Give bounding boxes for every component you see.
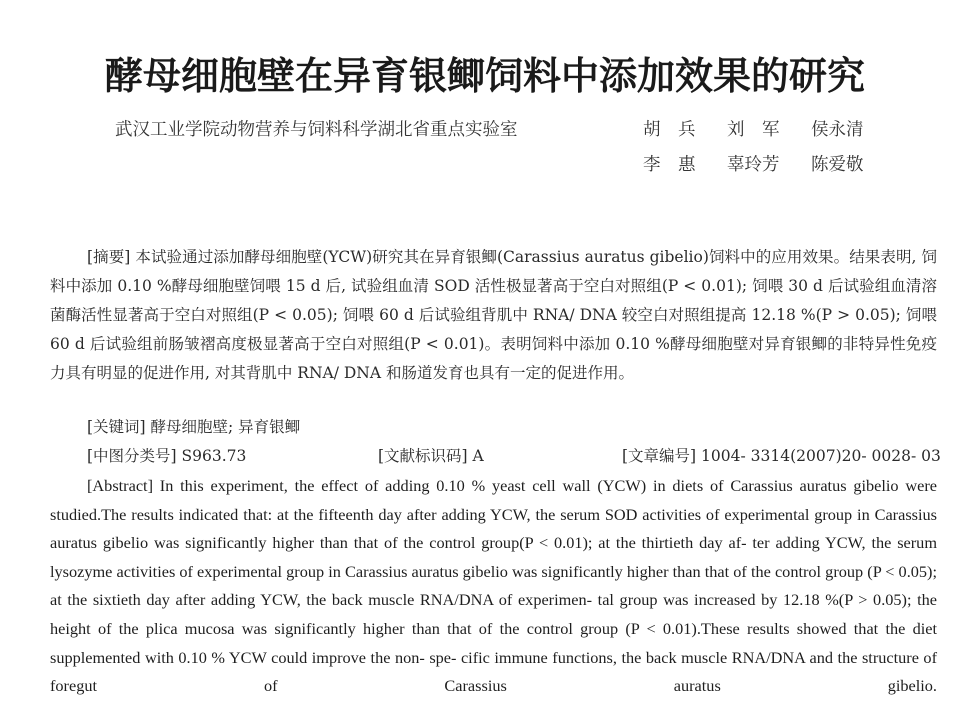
author-affiliation: 武汉工业学院动物营养与饲料科学湖北省重点实验室	[115, 120, 518, 140]
author-name: 辜玲芳	[727, 155, 780, 175]
article-id: [文章编号] 1004- 3314(2007)20- 0028- 03	[622, 447, 941, 465]
clc-number: [中图分类号] S963.73	[87, 447, 247, 465]
authors-line-2	[643, 151, 864, 176]
document-code: [文献标识码] A	[378, 447, 484, 465]
author-name: 胡 兵	[643, 120, 696, 140]
author-name: 陈爱敬	[811, 155, 864, 175]
author-name: 刘 军	[727, 120, 780, 140]
paper-title: 酵母细胞壁在异育银鲫饲料中添加效果的研究	[104, 53, 865, 99]
author-name: 侯永清	[811, 120, 864, 140]
abstract-chinese-text: [摘要] 本试验通过添加酵母细胞壁(YCW)研究其在异育银鲫(Carassius auratus gibelio)饲料中的应用效果。结果表明, 饲料中添加 0.10 %酵母细胞壁饲喂 15 d 后, 试验组血清 SOD 活性极显著高于空白对照组(P < 0.01); 饲喂 30 d 后试验组血清溶菌酶活性显著高于空白对照组(P < 0.05); 饲喂 60 d 后试验组背肌中 RNA/ DNA 较空白对照组提高 12.18 %(P > 0.05); 饲喂 60 d 后试验组前肠皱褶高度极显著高于空白对照组(P < 0.01)。表明饲料中添加 0.10 %酵母细胞壁对异育银鲫的非特异性免疫力具有明显的促进作用, 对其背肌中 RNA/ DNA 和肠道发育也具有一定的促进作用。	[50, 248, 937, 382]
authors-line-1	[643, 116, 864, 141]
author-name: 李 惠	[643, 155, 696, 175]
abstract-english-text: [Abstract] In this experiment, the effect of adding 0.10 % yeast cell wall (YCW) in diets of Carassius auratus gibelio were studied.The results indicated that: at the fifteenth day after adding YCW, the serum SOD activities of experimental group in Carassius auratus gibelio was significantly higher than that of the control group(P < 0.01); at the thirtieth day af- ter adding YCW, the serum lysozyme activities of experimental group in Carassius auratus gibelio was significantly higher than that of the control group (P < 0.05); at the sixtieth day after adding YCW, the back muscle RNA/DNA of experimen- tal group was increased by 12.18 %(P > 0.05); the height of the plica mucosa was significantly higher than that of the control group (P < 0.01).These results showed that the diet supplemented with 0.10 % YCW could improve the non- spe- cific immune functions, the back muscle RNA/DNA and the structure of foregut of Carassius auratus gibelio.	[50, 476, 937, 696]
abstract-chinese	[50, 243, 937, 388]
abstract-english	[50, 472, 937, 701]
keywords: [关键词] 酵母细胞壁; 异育银鲫	[87, 418, 301, 436]
